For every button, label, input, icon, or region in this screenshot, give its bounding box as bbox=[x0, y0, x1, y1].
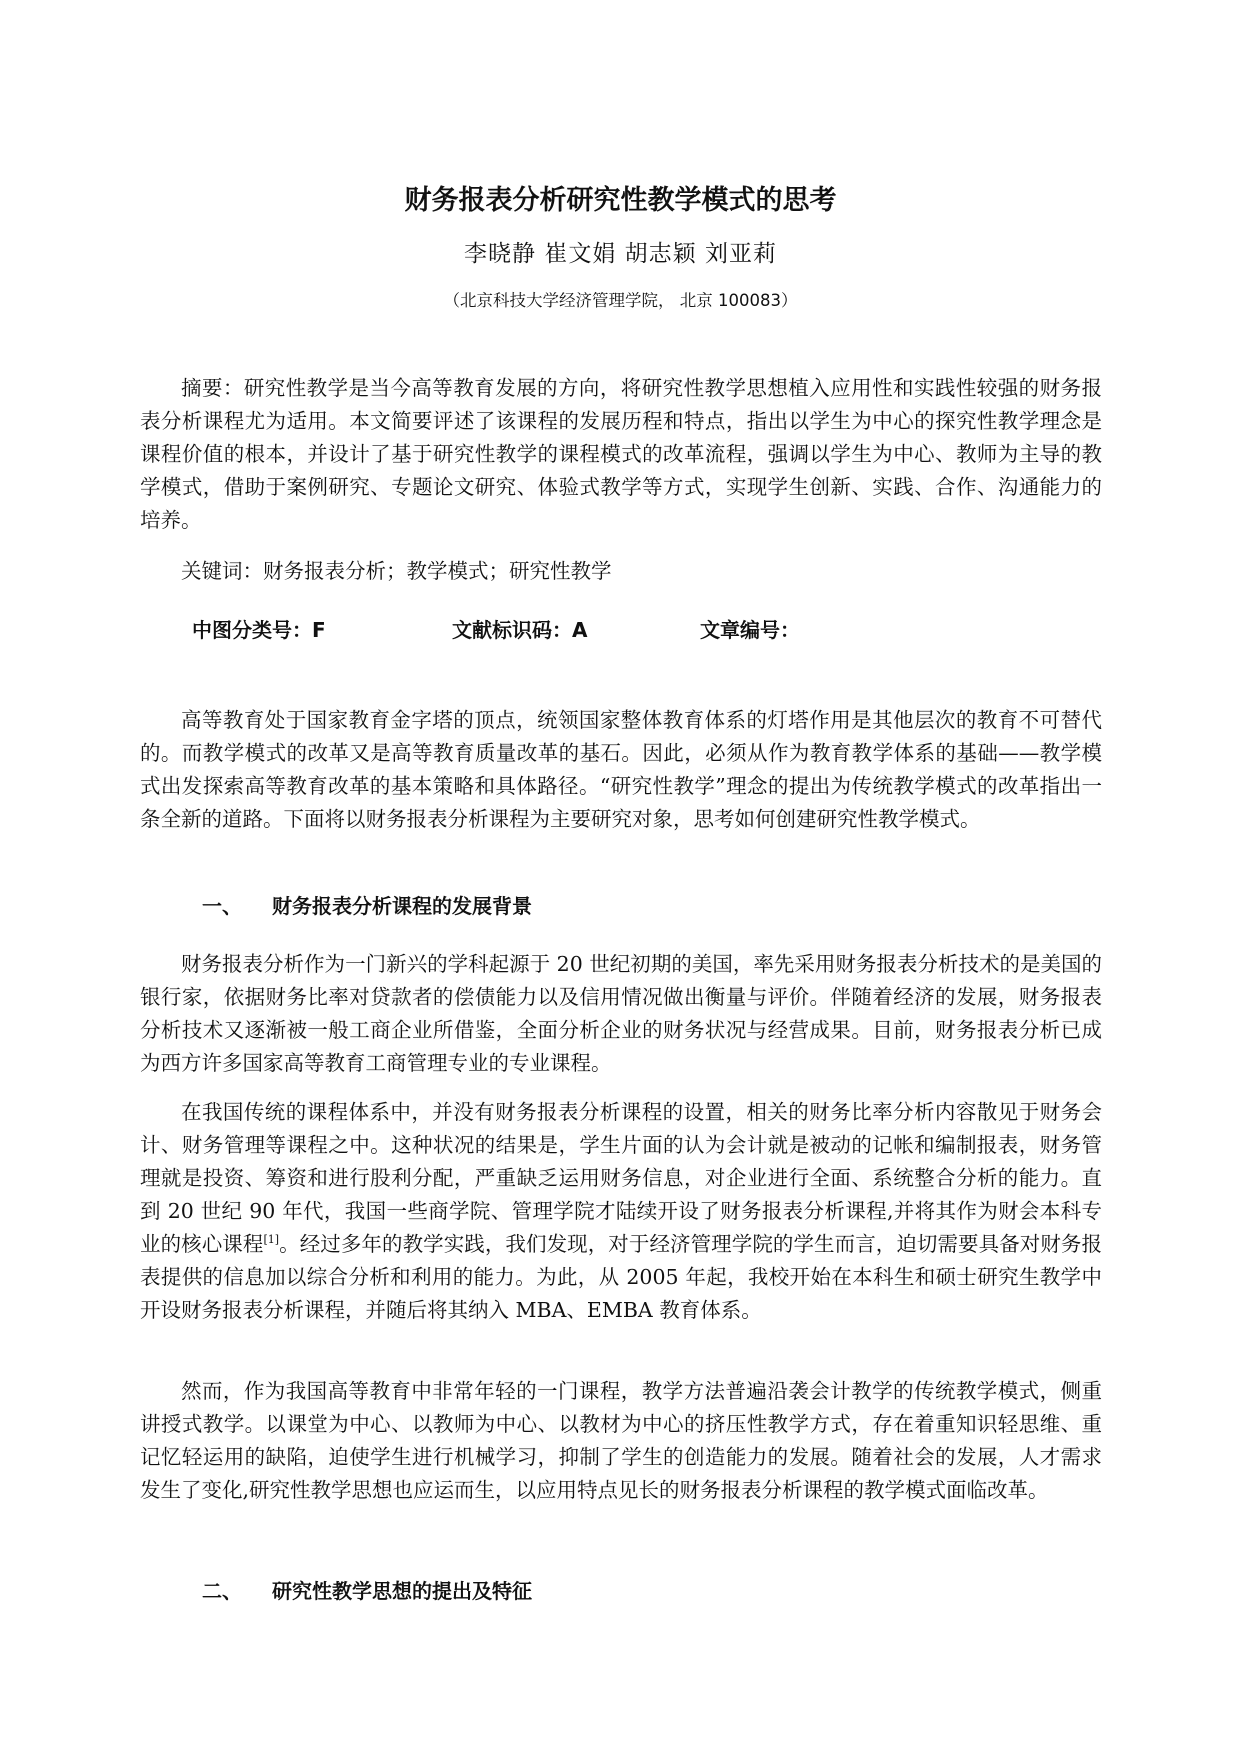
keywords-line: 关键词：财务报表分析；教学模式；研究性教学 bbox=[181, 559, 612, 583]
paragraph-text: 在我国传统的课程体系中，并没有财务报表分析课程的设置，相关的财务比率分析内容散见于财务会计、财务管理等课程之中。这种状况的结果是，学生片面的认为会计就是被动的记帐和编制报表，财务管理就是投资、筹资和进行股利分配，严重缺乏运用财务信息，对企业进行全面、系统整合分析的能力。直到 20 世纪 90 年代，我国一些商学院、管理学院才陆续开设了财务报表分析课程,并将其作为财会本科专业的核心课程 bbox=[140, 1100, 1102, 1256]
section-number: 二、 bbox=[202, 1579, 242, 1603]
clc-number: 中图分类号：F bbox=[192, 618, 326, 642]
document-code: 文献标识码：A bbox=[452, 618, 588, 642]
section-title: 研究性教学思想的提出及特征 bbox=[272, 1579, 532, 1603]
section-number: 一、 bbox=[202, 894, 242, 918]
abstract-paragraph: 摘要：研究性教学是当今高等教育发展的方向，将研究性教学思想植入应用性和实践性较强的财务报表分析课程尤为适用。本文简要评述了该课程的发展历程和特点，指出以学生为中心的探究性教学理念是课程价值的根本，并设计了基于研究性教学的课程模式的改革流程，强调以学生为中心、教师为主导的教学模式，借助于案例研究、专题论文研究、体验式教学等方式，实现学生创新、实践、合作、沟通能力的培养。 bbox=[140, 376, 1102, 532]
section-heading-2 bbox=[202, 1574, 532, 1608]
section1-paragraph-2 bbox=[140, 1096, 1102, 1327]
author-list: 李晓静 崔文娟 胡志颖 刘亚莉 bbox=[464, 241, 777, 267]
section-title: 财务报表分析课程的发展背景 bbox=[272, 894, 532, 918]
intro-paragraph: 高等教育处于国家教育金字塔的顶点，统领国家整体教育体系的灯塔作用是其他层次的教育不可替代的。而教学模式的改革又是高等教育质量改革的基石。因此，必须从作为教育教学体系的基础——教学模式出发探索高等教育改革的基本策略和具体路径。“研究性教学”理念的提出为传统教学模式的改革指出一条全新的道路。下面将以财务报表分析课程为主要研究对象，思考如何创建研究性教学模式。 bbox=[140, 708, 1102, 831]
paragraph-text: 。经过多年的教学实践，我们发现，对于经济管理学院的学生而言，迫切需要具备对财务报表提供的信息加以综合分析和利用的能力。为此，从 2005 年起，我校开始在本科生和硕士研究生教学中开设财务报表分析课程，并随后将其纳入 MBA、EMBA 教育体系。 bbox=[140, 1232, 1103, 1322]
author-affiliation: （北京科技大学经济管理学院， 北京 100083） bbox=[443, 291, 798, 310]
section-heading-1 bbox=[202, 889, 532, 923]
citation-marker[interactable]: [1] bbox=[263, 1233, 280, 1247]
article-number: 文章编号： bbox=[700, 618, 800, 642]
section1-paragraph-1: 财务报表分析作为一门新兴的学科起源于 20 世纪初期的美国，率先采用财务报表分析技术的是美国的银行家，依据财务比率对贷款者的偿债能力以及信用情况做出衡量与评价。伴随着经济的发展，财务报表分析技术又逐渐被一般工商企业所借鉴，全面分析企业的财务状况与经营成果。目前，财务报表分析已成为西方许多国家高等教育工商管理专业的专业课程。 bbox=[140, 952, 1102, 1075]
section1-paragraph-3: 然而，作为我国高等教育中非常年轻的一门课程，教学方法普遍沿袭会计教学的传统教学模式，侧重讲授式教学。以课堂为中心、以教师为中心、以教材为中心的挤压性教学方式，存在着重知识轻思维、重记忆轻运用的缺陷，迫使学生进行机械学习，抑制了学生的创造能力的发展。随着社会的发展，人才需求发生了变化,研究性教学思想也应运而生，以应用特点见长的财务报表分析课程的教学模式面临改革。 bbox=[140, 1379, 1102, 1502]
paper-title: 财务报表分析研究性教学模式的思考 bbox=[404, 185, 837, 216]
classification-line bbox=[192, 613, 1092, 647]
